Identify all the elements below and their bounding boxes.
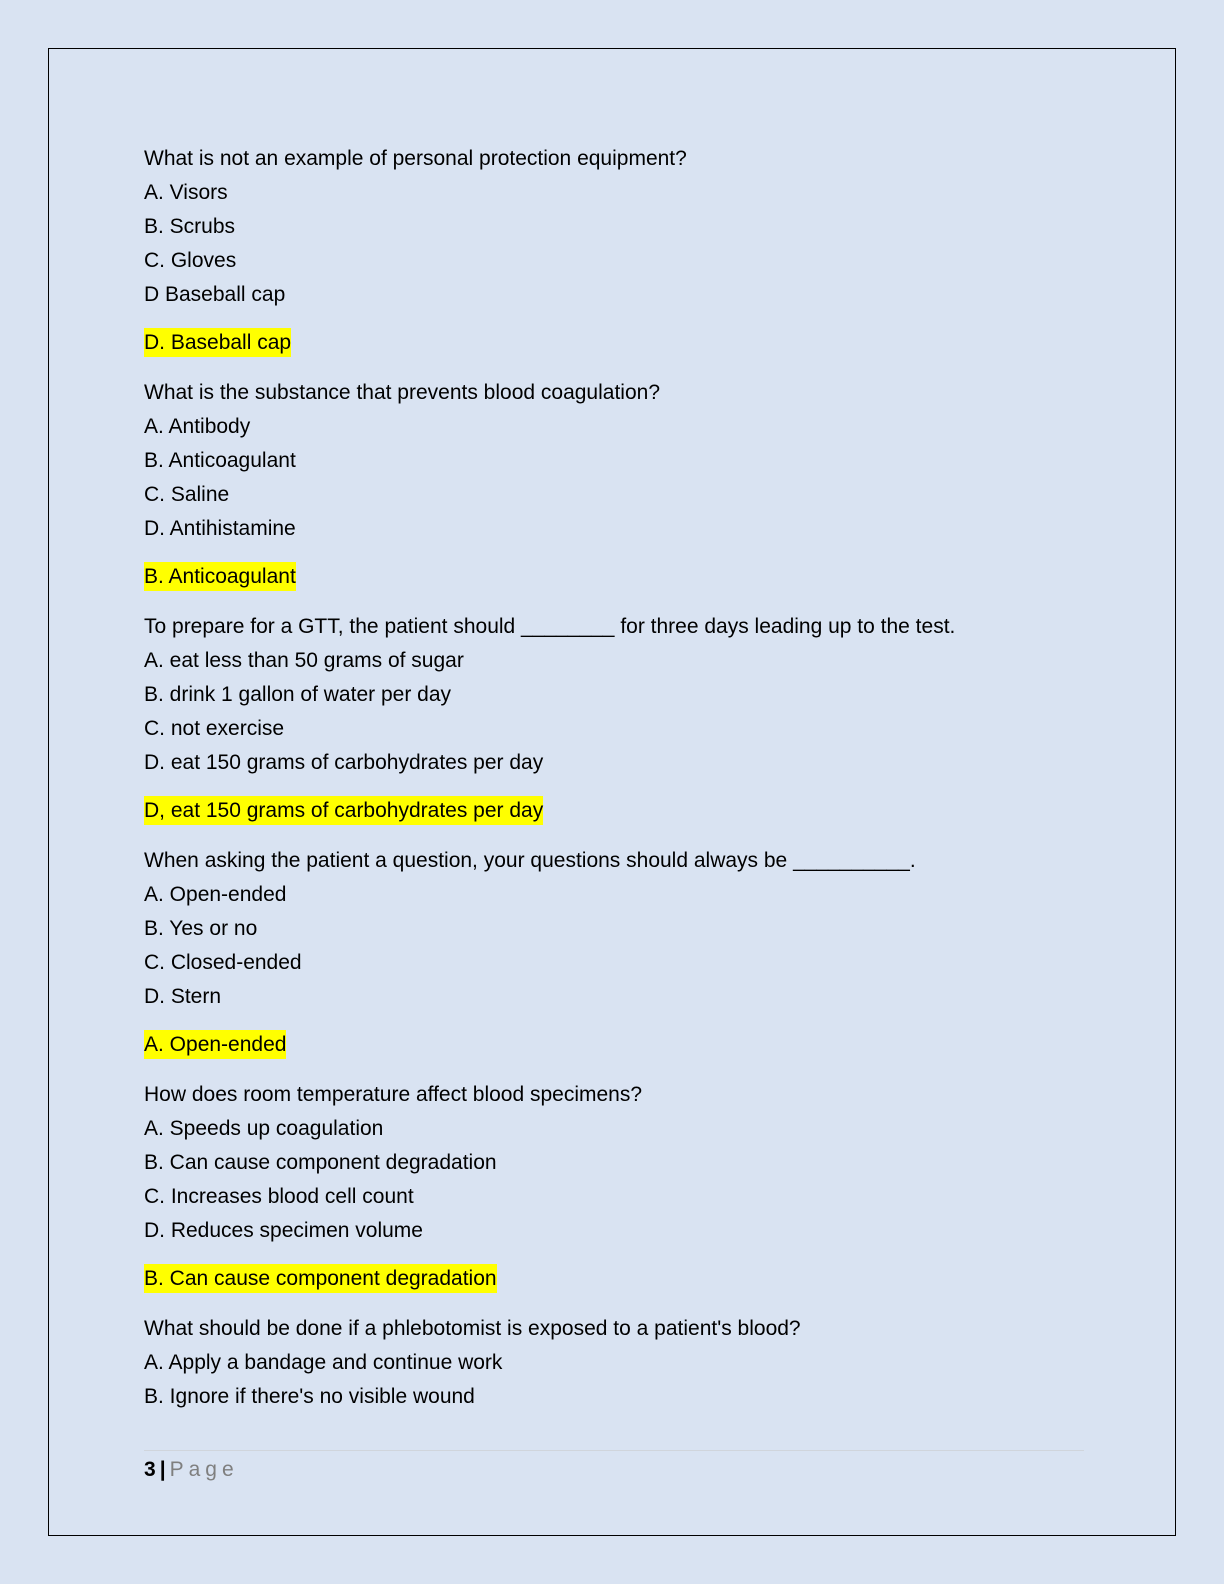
page-footer	[144, 1455, 239, 1485]
answer-line	[144, 794, 1084, 828]
answer-line	[144, 560, 1084, 594]
option-d: D. Stern	[144, 985, 222, 1008]
option-b: B. Scrubs	[144, 215, 236, 238]
question-block	[144, 376, 1084, 594]
highlighted-answer: B. Anticoagulant	[144, 562, 296, 591]
option-a: A. Speeds up coagulation	[144, 1117, 384, 1140]
option-b: B. Can cause component degradation	[144, 1151, 497, 1174]
highlighted-answer: A. Open-ended	[144, 1030, 286, 1059]
footer-separator: |	[159, 1458, 166, 1481]
option-c: C. not exercise	[144, 717, 285, 740]
question-block	[144, 142, 1084, 360]
highlighted-answer: B. Can cause component degradation	[144, 1264, 497, 1293]
option-a: A. Open-ended	[144, 883, 287, 906]
footer-divider	[144, 1450, 1084, 1451]
highlighted-answer: D. Baseball cap	[144, 328, 291, 357]
option-b: B. Yes or no	[144, 917, 258, 940]
question-block	[144, 610, 1084, 828]
page-number: 3	[144, 1458, 156, 1481]
option-d: D. Antihistamine	[144, 517, 296, 540]
question-block	[144, 1312, 1084, 1414]
option-c: C. Saline	[144, 483, 230, 506]
question-prompt: What is the substance that prevents blood coagulation?	[144, 381, 660, 404]
question-block	[144, 844, 1084, 1062]
answer-line	[144, 1028, 1084, 1062]
highlighted-answer: D, eat 150 grams of carbohydrates per day	[144, 796, 543, 825]
option-b: B. Anticoagulant	[144, 449, 296, 472]
option-b: B. drink 1 gallon of water per day	[144, 683, 452, 706]
option-d: D. eat 150 grams of carbohydrates per day	[144, 751, 544, 774]
question-prompt: What should be done if a phlebotomist is exposed to a patient's blood?	[144, 1317, 801, 1340]
option-d: D. Reduces specimen volume	[144, 1219, 423, 1242]
question-prompt: How does room temperature affect blood specimens?	[144, 1083, 643, 1106]
answer-line	[144, 1262, 1084, 1296]
answer-line	[144, 326, 1084, 360]
option-c: C. Closed-ended	[144, 951, 302, 974]
option-a: A. Apply a bandage and continue work	[144, 1351, 503, 1374]
option-a: A. Antibody	[144, 415, 251, 438]
question-prompt: When asking the patient a question, your questions should always be __________.	[144, 849, 916, 872]
question-prompt: To prepare for a GTT, the patient should ________ for three days leading up to the test.	[144, 615, 956, 638]
question-prompt: What is not an example of personal protection equipment?	[144, 147, 687, 170]
option-d: D Baseball cap	[144, 283, 286, 306]
option-c: C. Gloves	[144, 249, 237, 272]
option-b: B. Ignore if there's no visible wound	[144, 1385, 475, 1408]
option-a: A. Visors	[144, 181, 228, 204]
page-label: Page	[169, 1458, 239, 1481]
option-a: A. eat less than 50 grams of sugar	[144, 649, 464, 672]
question-block	[144, 1078, 1084, 1296]
option-c: C. Increases blood cell count	[144, 1185, 414, 1208]
document-content	[144, 142, 1084, 1430]
